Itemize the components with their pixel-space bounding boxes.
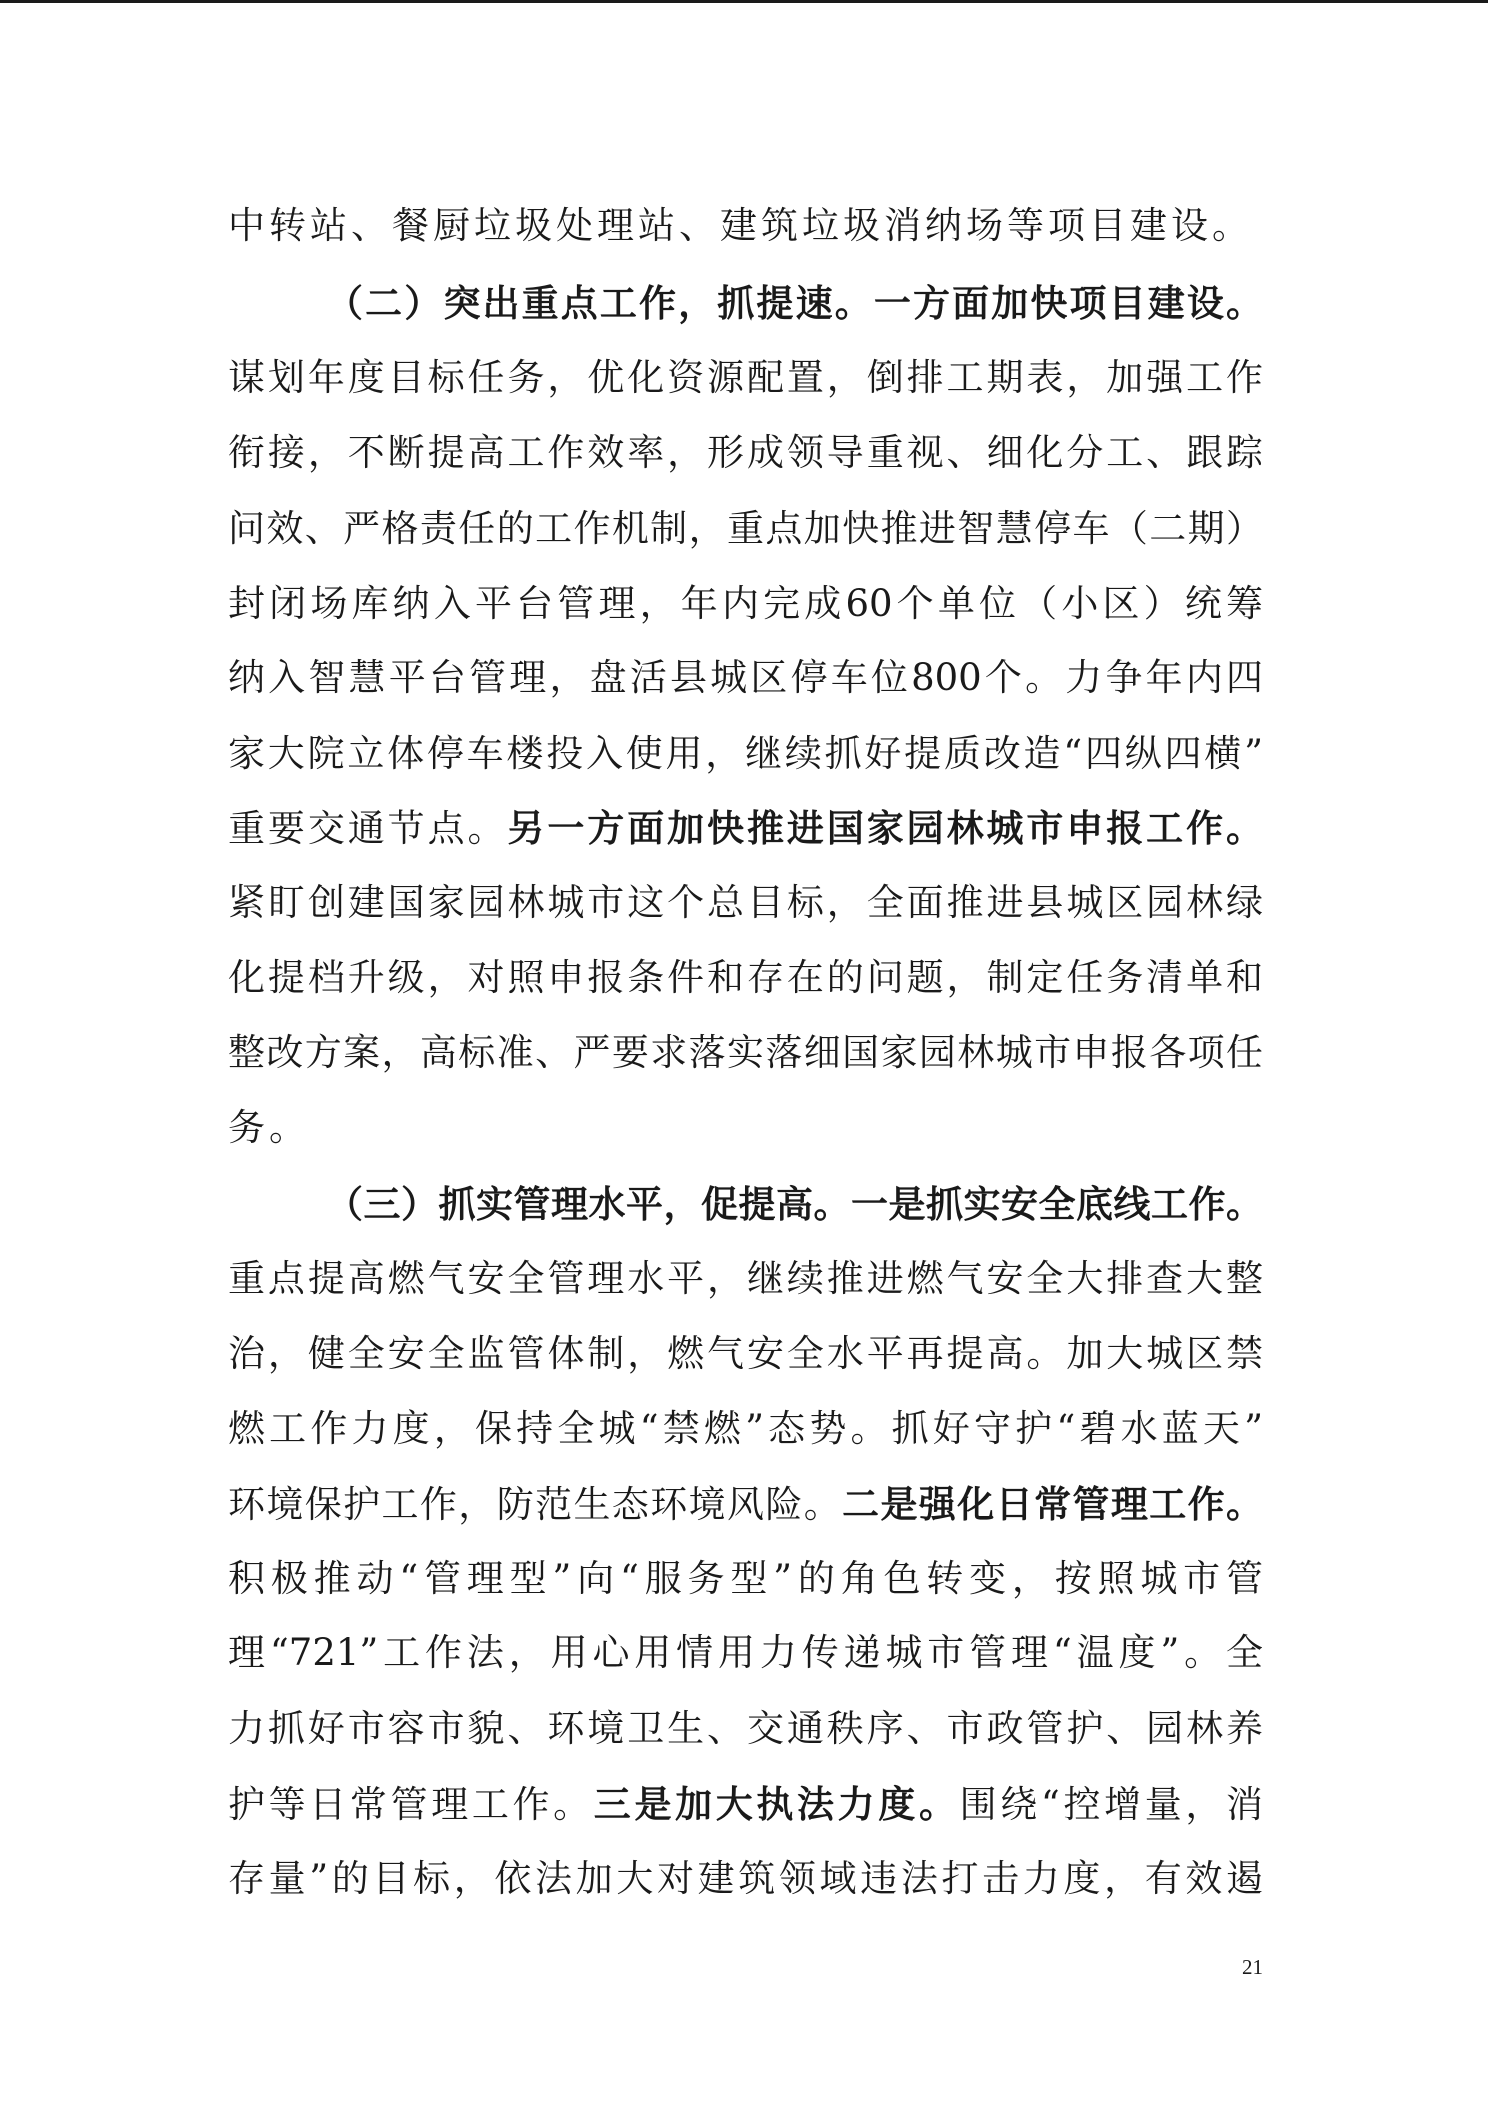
section-heading-2: （二）突出重点工作，抓提速。一方面加快项目建设。 [326,281,1263,325]
text-line: 理“721”工作法，用心用情用力传递城市管理“温度”。全 [228,1631,1263,1674]
text-line: 化提档升级，对照申报条件和存在的问题，制定任务清单和 [228,956,1263,999]
section-heading-3: （三）抓实管理水平，促提高。一是抓实安全底线工作。 [326,1182,1263,1226]
bold-subheading: 另一方面加快推进国家园林城市申报工作。 [507,806,1264,850]
top-border-rule [0,0,1488,3]
text-line: 整改方案，高标准、严要求落实落细国家园林城市申报各项任 [228,1031,1263,1074]
text-span: 重要交通节点。 [228,807,508,850]
text-line: 纳入智慧平台管理，盘活县城区停车位800个。力争年内四 [228,656,1263,699]
bold-subheading: 二是强化日常管理工作。 [842,1482,1264,1526]
text-line: 紧盯创建国家园林城市这个总目标，全面推进县城区园林绿 [228,881,1263,924]
text-line: 力抓好市容市貌、环境卫生、交通秩序、市政管护、园林养 [228,1707,1263,1750]
text-span: 围绕“控增量，消 [959,1783,1264,1826]
text-line: 重点提高燃气安全管理水平，继续推进燃气安全大排查大整 [228,1257,1263,1300]
text-line: 积极推动“管理型”向“服务型”的角色转变，按照城市管 [228,1557,1263,1600]
bold-subheading: 三是加大执法力度。 [593,1782,960,1826]
text-line: 封闭场库纳入平台管理，年内完成60个单位（小区）统筹 [228,582,1263,625]
text-span: 护等日常管理工作。 [228,1783,594,1826]
text-line: 谋划年度目标任务，优化资源配置，倒排工期表，加强工作 [228,356,1263,399]
text-line: 存量”的目标，依法加大对建筑领域违法打击力度，有效遏 [228,1857,1263,1900]
text-line: 中转站、餐厨垃圾处理站、建筑垃圾消纳场等项目建设。 [228,204,1253,247]
page-number: 21 [1242,1955,1263,1979]
text-span: 环境保护工作，防范生态环境风险。 [228,1483,843,1526]
text-line: 务。 [228,1106,310,1149]
text-line: 治，健全安全监管体制，燃气安全水平再提高。加大城区禁 [228,1332,1263,1375]
text-line: 衔接，不断提高工作效率，形成领导重视、细化分工、跟踪 [228,431,1263,474]
text-line: 燃工作力度，保持全城“禁燃”态势。抓好守护“碧水蓝天” [228,1407,1263,1450]
text-line-mixed [228,1474,1263,1534]
text-line-mixed [228,798,1263,858]
text-line: 家大院立体停车楼投入使用，继续抓好提质改造“四纵四横” [228,732,1263,775]
text-line-mixed [228,1774,1263,1834]
text-line: 问效、严格责任的工作机制，重点加快推进智慧停车（二期） [228,507,1263,550]
